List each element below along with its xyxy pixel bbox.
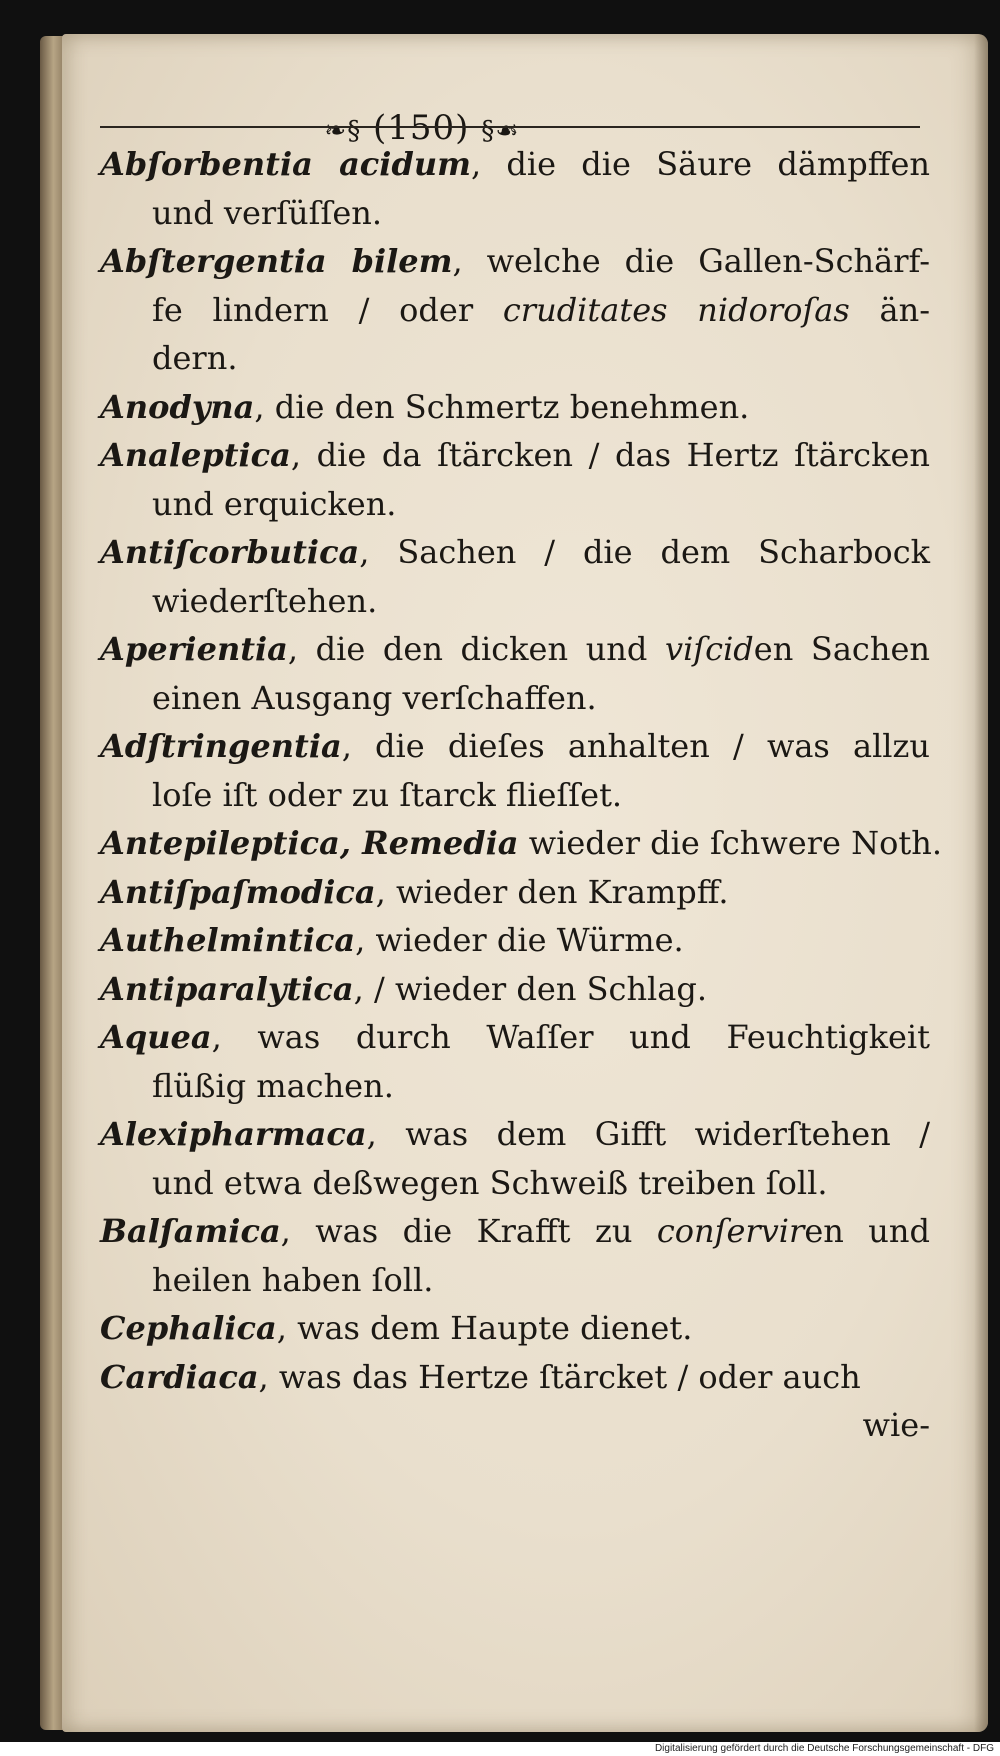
glossary-entry: [100, 383, 930, 432]
entry-text: und erquicken.: [152, 484, 397, 523]
entry-term: Alexipharmaca: [100, 1115, 367, 1153]
entry-first-line: [100, 237, 930, 286]
entry-text: einen Ausgang verſchaffen.: [152, 678, 597, 717]
entry-text: , was das Hertze ſtärcket / oder auch: [258, 1357, 861, 1396]
entry-text: , die den dicken und: [287, 630, 665, 668]
entry-continuation-line: [100, 577, 930, 626]
glossary-entry: [100, 431, 930, 528]
entry-continuation-line: [100, 1159, 930, 1208]
entry-term: Aperientia: [100, 630, 288, 668]
glossary-entry: [100, 140, 930, 237]
entry-text: , die da ſtärcken / das Hertz ſtärcken: [290, 436, 930, 474]
glossary-entry: [100, 1207, 930, 1304]
entry-term: Adſtringentia: [100, 727, 342, 765]
glossary-entry: [100, 237, 930, 383]
entry-text: än-: [849, 290, 931, 329]
entry-first-line: [100, 528, 930, 577]
entry-continuation-line: [100, 286, 930, 335]
entry-text: , wieder den Krampff.: [375, 872, 729, 911]
entry-term: Aquea: [100, 1018, 212, 1056]
entry-text: dern.: [152, 339, 238, 377]
entry-first-line: [100, 1304, 930, 1353]
entry-term: Abſorbentia acidum: [100, 145, 471, 183]
glossary-entry: [100, 528, 930, 625]
latin-phrase: viſcid: [664, 630, 754, 668]
glossary-entry: [100, 965, 930, 1014]
dfg-credit: Digitalisierung gefördert durch die Deutsche Forschungsgemeinschaft - DFG: [654, 1743, 994, 1754]
entry-term: Cephalica: [100, 1309, 277, 1347]
entry-text: , was dem Haupte dienet.: [276, 1309, 693, 1347]
entry-text: , die den Schmertz benehmen.: [254, 387, 750, 426]
catchword: wie-: [862, 1406, 930, 1444]
entry-text: und etwa deßwegen Schweiß treiben ſoll.: [152, 1163, 828, 1202]
entry-first-line: [100, 965, 930, 1014]
entry-term: Antiparalytica: [100, 969, 354, 1008]
entry-text: , die die Säure dämpffen: [470, 145, 931, 183]
glossary-entry: [100, 1304, 930, 1353]
entry-continuation-line: [100, 674, 930, 723]
entry-first-line: [100, 1207, 930, 1256]
entry-first-line: [100, 431, 930, 480]
entry-first-line: [100, 722, 930, 771]
glossary-entry: [100, 916, 930, 965]
entry-list: [100, 140, 942, 1401]
entry-text: fe lindern / oder: [152, 290, 503, 329]
entry-term: Cardiaca: [100, 1357, 259, 1396]
entry-continuation-line: [100, 771, 930, 820]
entry-first-line: [100, 916, 930, 965]
ornament-right-icon: §☙: [481, 116, 520, 146]
entry-term: Authelmintica: [100, 921, 356, 959]
glossary-entry: [100, 722, 930, 819]
entry-text: loſe iſt oder zu ſtarck flieſſet.: [152, 775, 623, 814]
entry-first-line: [100, 1353, 930, 1402]
glossary-entry: [100, 625, 930, 722]
entry-first-line: [100, 625, 930, 674]
latin-phrase: conſervir: [656, 1212, 805, 1250]
entry-continuation-line: [100, 189, 930, 238]
entry-first-line: [100, 1013, 930, 1062]
entry-text: , was durch Waſſer und Feuchtigkeit: [211, 1018, 930, 1056]
entry-text: , was die Krafft zu: [280, 1212, 657, 1250]
entry-continuation-line: [100, 1256, 930, 1305]
entry-continuation-line: [100, 334, 930, 383]
entry-text: , / wieder den Schlag.: [353, 969, 708, 1008]
entry-first-line: [100, 140, 930, 189]
entry-first-line: [100, 819, 942, 868]
entry-continuation-line: [100, 1062, 930, 1111]
entry-text: en Sachen: [753, 630, 930, 668]
entry-first-line: [100, 868, 930, 917]
header-rule: [100, 126, 920, 128]
entry-continuation-line: [100, 480, 930, 529]
entry-first-line: [100, 383, 930, 432]
entry-text: en und: [804, 1212, 930, 1250]
latin-phrase: cruditates nidoroſas: [502, 290, 850, 329]
entry-text: , die dieſes anhalten / was allzu: [341, 727, 930, 765]
text-block: [100, 140, 942, 1450]
entry-term: Analeptica: [100, 436, 291, 474]
entry-text: flüßig machen.: [152, 1066, 394, 1105]
glossary-entry: [100, 868, 930, 917]
page-number: (150): [373, 108, 470, 148]
entry-text: , Sachen / die dem Scharbock: [359, 533, 930, 571]
entry-text: heilen haben ſoll.: [152, 1260, 434, 1299]
entry-text: , wieder die Würme.: [355, 921, 684, 959]
entry-text: wieder die ſchwere Noth.: [518, 824, 942, 862]
entry-text: , welche die Gallen-Schärf-: [452, 242, 930, 280]
entry-text: wiederſtehen.: [152, 581, 378, 620]
glossary-entry: [100, 819, 942, 868]
glossary-entry: [100, 1110, 930, 1207]
entry-first-line: [100, 1110, 930, 1159]
entry-term: Antepileptica, Remedia: [100, 824, 519, 862]
footer-credit: [0, 1742, 1000, 1756]
entry-term: Antiſpaſmodica: [100, 872, 376, 911]
ornament-left-icon: ❧§: [324, 116, 362, 146]
entry-term: Abſtergentia bilem: [100, 242, 453, 280]
entry-text: , was dem Gifft widerſtehen /: [366, 1115, 930, 1153]
entry-text: und verſüſſen.: [152, 193, 383, 232]
glossary-entry: [100, 1013, 930, 1110]
glossary-entry: [100, 1353, 930, 1402]
entry-term: Antiſcorbutica: [100, 533, 360, 571]
page-edge-shadow: [974, 34, 988, 1732]
entry-term: Anodyna: [100, 387, 255, 426]
entry-term: Balſamica: [100, 1212, 281, 1250]
